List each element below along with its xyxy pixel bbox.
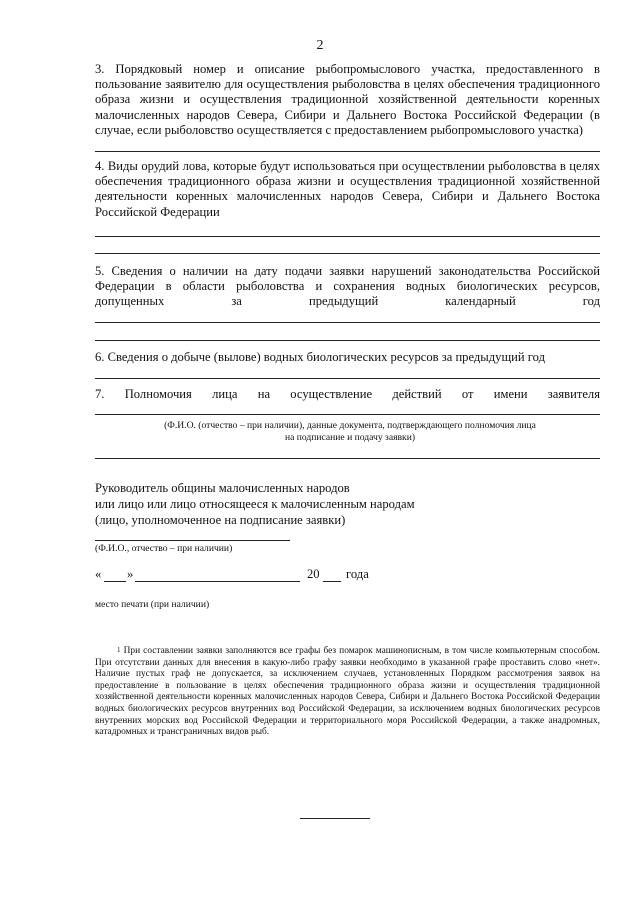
- signatory-line-2: или лицо или лицо относящееся к малочисленным народам: [95, 497, 415, 511]
- stamp-place-label: место печати (при наличии): [95, 599, 210, 610]
- day-blank: [104, 581, 126, 582]
- signatory-line-3: (лицо, уполномоченное на подписание заявки): [95, 513, 346, 527]
- footnote-end-rule: [300, 818, 370, 819]
- section-7-answer-line: [95, 414, 600, 415]
- section-6-answer-line: [95, 378, 600, 379]
- page-number: 2: [316, 38, 324, 53]
- signatory-name-caption: (Ф.И.О., отчество – при наличии): [95, 543, 233, 554]
- section-5-answer-line-2: [95, 340, 600, 341]
- year-blank: [323, 581, 341, 582]
- year-prefix: 20: [307, 567, 320, 581]
- signatory-name-line: [95, 540, 290, 541]
- section-7-caption-line-1: (Ф.И.О. (отчество – при наличии), данные документа, подтверждающего полномочия лица: [164, 420, 536, 431]
- date-open-quote: «: [95, 567, 102, 581]
- section-5-text: 5. Сведения о наличии на дату подачи заявки нарушений законодательства Российской Федерации в области рыболовства и сохранения водных биологических ресурсов, допущенных за предыдущий календарный год: [95, 264, 600, 309]
- section-4-answer-line-1: [95, 236, 600, 237]
- date-close-quote: »: [127, 567, 134, 581]
- section-3-text: 3. Порядковый номер и описание рыбопромыслового участка, предоставленного в пользование заявителю для осуществления рыболовства в целях обеспечения традиционного образа жизни и осуществления традиционной хозяйственной деятельности коренных малочисленных народов Севера, Сибири и Дальнего Востока Российской Федерации (в случае, если рыболовство осуществляется с предоставлением рыбопромыслового участка): [95, 62, 600, 137]
- section-4-text: 4. Виды орудий лова, которые будут использоваться при осуществлении рыболовства в целях обеспечения традиционного образа жизни и осуществления традиционной хозяйственной деятельности коренных малочисленных народов Севера, Сибири и Дальнего Востока Российской Федерации: [95, 159, 600, 219]
- section-7-text: 7. Полномочия лица на осуществление действий от имени заявителя: [95, 387, 600, 401]
- section-4-answer-line-2: [95, 253, 600, 254]
- section-7-answer-line-2: [95, 458, 600, 459]
- signatory-line-1: Руководитель общины малочисленных народов: [95, 481, 350, 495]
- year-suffix: года: [346, 567, 369, 581]
- section-3-answer-line: [95, 151, 600, 152]
- section-6-text: 6. Сведения о добыче (вылове) водных биологических ресурсов за предыдущий год: [95, 350, 545, 364]
- footnote-text: При составлении заявки заполняются все графы без помарок машинописным, в том числе компьютерным способом. При отсутствии данных для внесения в какую-либо графу заявки необходимо в указанной графе проставить слово «нет». Наличие пустых граф не допускается, за исключением случаев, установленных Порядком рассмотрения заявок на предоставление в пользование в целях обеспечения традиционного образа жизни и осуществления традиционной хозяйственной деятельности коренных малочисленных народов Севера, Сибири и Дальнего Востока Российской Федерации водных биологических ресурсов внутренних вод Российской Федерации, за исключением водных биологических ресурсов внутренних морских вод Российской Федерации и территориального моря Российской Федерации, а также анадромных, катадромных и трансграничных видов рыб.: [95, 646, 601, 738]
- section-5-answer-line-1: [95, 322, 600, 323]
- footnote: [95, 646, 600, 739]
- date-row: [95, 566, 495, 584]
- section-7-caption-line-2: на подписание и подачу заявки): [284, 432, 416, 443]
- footnote-marker: 1: [117, 646, 121, 654]
- month-blank: [135, 581, 300, 582]
